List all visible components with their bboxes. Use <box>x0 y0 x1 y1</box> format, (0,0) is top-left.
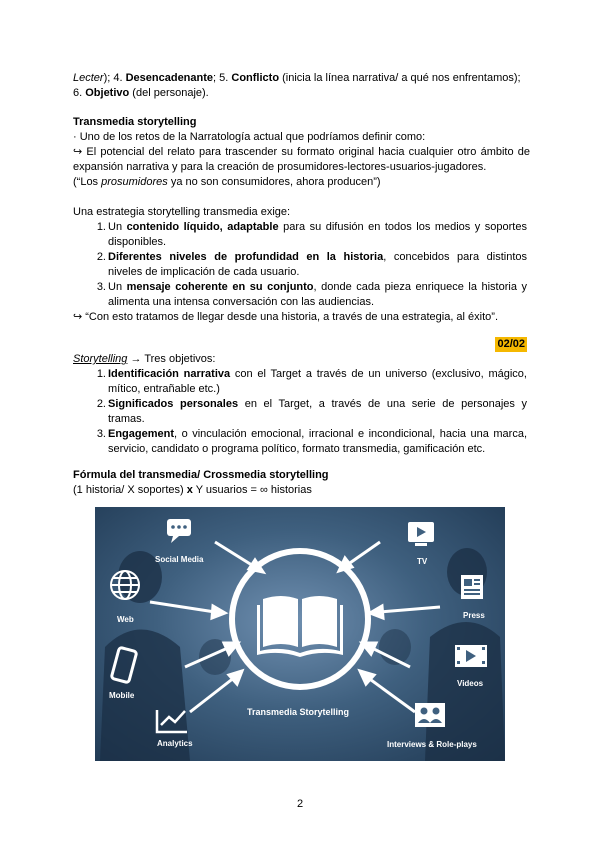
interviews-label: Interviews & Role-plays <box>387 740 477 749</box>
strategy-item-1-line-1: Un contenido líquido, adaptable para su difusión en todos los medios y soportes <box>108 221 527 233</box>
strategy-item-3-line-1: Un mensaje coherente en su conjunto, donde cada pieza enriquece la historia y <box>108 281 527 293</box>
objective-number: 2. <box>96 398 106 410</box>
page-number: 2 <box>296 798 304 810</box>
transmedia-line-4: (“Los prosumidores ya no son consumidores, ahora producen”) <box>73 176 381 188</box>
storytelling-heading: Storytelling → Tres objetivos: <box>73 353 216 365</box>
strategy-intro: Una estrategia storytelling transmedia exige: <box>73 206 291 218</box>
objective-1-line-2: mítico, entrañable etc.) <box>108 383 220 395</box>
tv-icon <box>408 522 434 546</box>
strategy-item-2-line-1: Diferentes niveles de profundidad en la historia, concebidos para distintos <box>108 251 527 263</box>
formula-heading: Fórmula del transmedia/ Crossmedia storytelling <box>73 469 329 481</box>
open-book-icon <box>257 596 343 657</box>
objective-2-line-1: Significados personales en el Target, a través de una serie de personajes y <box>108 398 527 410</box>
analytics-label: Analytics <box>157 739 193 748</box>
strategy-item-3-line-2: alimenta una intensa conversación con las audiencias. <box>108 296 374 308</box>
transmedia-line-3: expansión narrativa y para la creación de prosumidores-lectores-usuarios-jugadores. <box>73 161 487 173</box>
social-media-label: Social Media <box>155 555 204 564</box>
section-tag: 02/02 <box>497 338 525 350</box>
transmedia-heading: Transmedia storytelling <box>73 116 197 128</box>
intro-line-1: Lecter); 4. Desencadenante; 5. Conflicto (inicia la línea narrativa/ a qué nos enfrentamos); <box>73 72 521 84</box>
interview-people-icon <box>415 703 445 727</box>
transmedia-diagram-image <box>95 507 505 761</box>
strategy-item-number: 1. <box>96 221 106 233</box>
web-label: Web <box>117 615 134 624</box>
tv-label: TV <box>417 557 428 566</box>
video-film-icon <box>455 645 487 667</box>
strategy-closing: ↪ “Con esto tratamos de llegar desde una historia, a través de una estrategia, al éxito”. <box>73 311 499 323</box>
center-label: Transmedia Storytelling <box>247 707 350 717</box>
objective-3-line-2: servicio, candidato o programa político, formato transmedia, gamificación etc. <box>108 443 486 455</box>
objective-number: 1. <box>96 368 106 380</box>
diagram-graphic <box>95 507 505 761</box>
strategy-item-1-line-2: disponibles. <box>108 236 167 248</box>
newspaper-icon <box>461 575 483 599</box>
objective-1-line-1: Identificación narrativa con el Target a través de un universo (exclusivo, mágico, <box>108 368 527 380</box>
mobile-label: Mobile <box>109 691 135 700</box>
center-ring <box>232 551 368 687</box>
press-label: Press <box>463 611 485 620</box>
strategy-item-number: 2. <box>96 251 106 263</box>
formula-text: (1 historia/ X soportes) x Y usuarios = ∞ historias <box>73 484 312 496</box>
intro-line-2: 6. Objetivo (del personaje). <box>73 87 209 99</box>
videos-label: Videos <box>457 679 484 688</box>
objective-number: 3. <box>96 428 106 440</box>
transmedia-line-2: ↪ El potencial del relato para trascender su formato original hacia cualquier otro ámbito de <box>73 146 530 158</box>
objective-3-line-1: Engagement, o vinculación emocional, irracional e incondicional, hacia una marca, <box>108 428 527 440</box>
transmedia-line-1: · Uno de los retos de la Narratología actual que podríamos definir como: <box>73 131 426 143</box>
strategy-item-number: 3. <box>96 281 106 293</box>
strategy-item-2-line-2: niveles de implicación de cada usuario. <box>108 266 300 278</box>
objective-2-line-2: tramas. <box>108 413 145 425</box>
chat-bubbles-icon <box>167 519 191 543</box>
